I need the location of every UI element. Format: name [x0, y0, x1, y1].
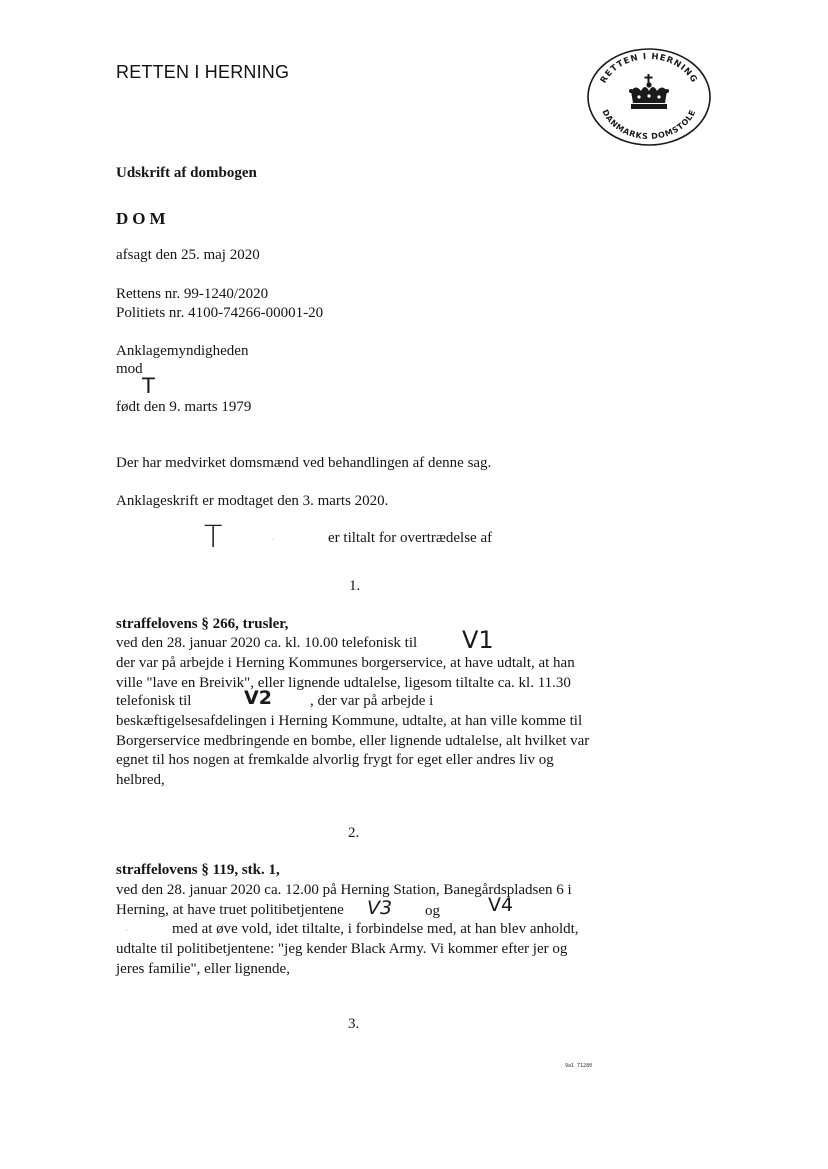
indictment-received: Anklageskrift er modtaget den 3. marts 2020.	[116, 493, 389, 509]
count-1-text-5: beskæftigelsesafdelingen i Herning Kommune, udtalte, at han ville komme til Borgerservice medbringende en bombe, eller lignende udtalelse, alt hvilket var egnet til hos nogen at fremkalde alvorlig frygt for eget eller andres liv og helbred,	[116, 713, 590, 788]
footer-stamp-code: 9a1 71280	[565, 1063, 593, 1069]
document-type: DOM	[116, 209, 170, 228]
versus-label: mod	[116, 361, 143, 377]
count-1-text-2: der var på arbejde i Herning Kommunes borgerservice, at have udtalt, at han ville "lave en Breivik", eller lignende udtalelse, ligesom tiltalte ca. kl. 11.30	[116, 655, 575, 691]
victim-2-mark: V2	[244, 687, 272, 709]
court-case-number: Rettens nr. 99-1240/2020	[116, 286, 269, 302]
police-case-number: Politiets nr. 4100-74266-00001-20	[116, 305, 324, 321]
scan-speck-2: .	[126, 927, 128, 933]
scan-speck: ·	[272, 537, 274, 543]
prosecution-party: Anklagemyndigheden	[116, 343, 249, 359]
count-1-text-4: , der var på arbejde i	[310, 693, 434, 709]
pronounced-date: afsagt den 25. maj 2020	[116, 247, 260, 263]
count-2-text-4: udtalte til politibetjentene: "jeg kender Black Army. Vi kommer efter jer og jeres familie", eller lignende,	[116, 941, 568, 977]
count-1-text-3: telefonisk til	[116, 693, 192, 709]
crown-seal-icon	[586, 47, 712, 147]
count-3-number: 3.	[348, 1016, 360, 1032]
count-2-text-2: Herning, at have truet politibetjentene	[116, 902, 344, 918]
seal-bottom-text: DANMARKS DOMSTOLE	[600, 108, 698, 142]
seal-top-text: RETTEN I HERNING	[598, 51, 700, 86]
court-name: RETTEN I HERNING	[116, 62, 290, 82]
charged-text: er tiltalt for overtrædelse af	[328, 530, 493, 546]
count-1-number: 1.	[349, 578, 361, 594]
document-heading: Udskrift af dombogen	[116, 165, 257, 181]
count-2-og: og	[425, 903, 440, 919]
victim-3-mark: V3	[367, 897, 393, 919]
charged-handwritten-mark: T	[204, 520, 223, 555]
count-2-number: 2.	[348, 825, 360, 841]
victim-4-mark: V4	[488, 894, 514, 916]
count-2-text-1: ved den 28. januar 2020 ca. 12.00 på Herning Station, Banegårdspladsen 6 i	[116, 882, 572, 898]
count-2-text-3: med at øve vold, idet tiltalte, i forbindelse med, at han blev anholdt,	[172, 921, 579, 937]
lay-judges-note: Der har medvirket domsmænd ved behandlingen af denne sag.	[116, 455, 492, 471]
defendant-birth-date: født den 9. marts 1979	[116, 399, 252, 415]
court-seal	[586, 47, 712, 147]
crown-icon	[629, 74, 669, 109]
count-2-title: straffelovens § 119, stk. 1,	[116, 862, 280, 878]
count-1-title: straffelovens § 266, trusler,	[116, 616, 289, 632]
victim-1-mark: V1	[462, 626, 494, 654]
count-1-text-1: ved den 28. januar 2020 ca. kl. 10.00 telefonisk til	[116, 635, 418, 651]
defendant-handwritten-mark: T	[142, 374, 155, 398]
